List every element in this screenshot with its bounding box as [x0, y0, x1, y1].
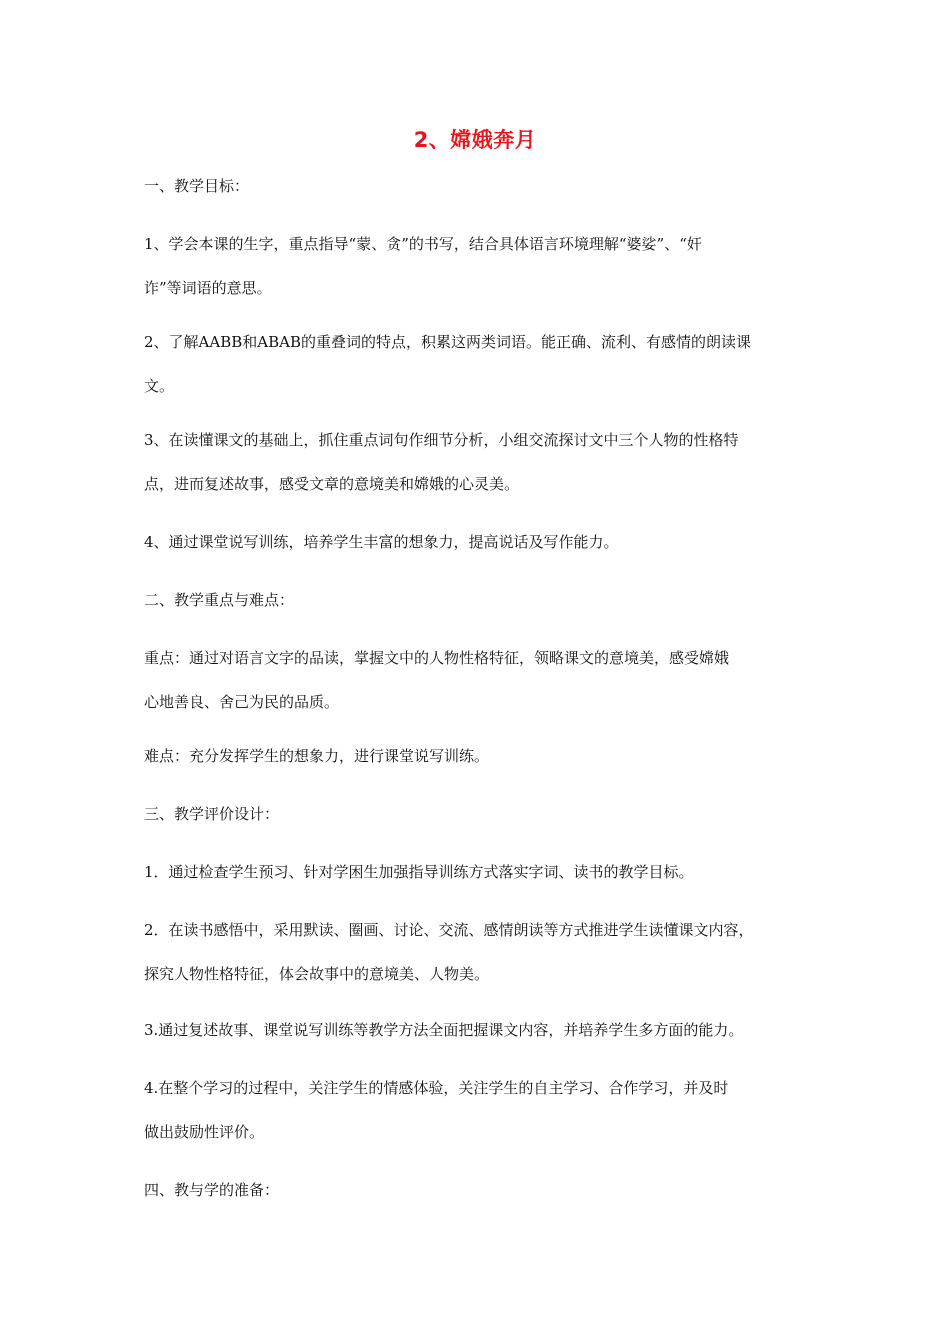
text-line: 1．通过检查学生预习、针对学困生加强指导训练方式落实字词、读书的教学目标。	[144, 863, 694, 881]
text-line: 一、教学目标：	[144, 177, 250, 195]
heading-objectives	[144, 164, 816, 208]
text-line: 四、教与学的准备：	[144, 1181, 280, 1199]
text-line: 1、学会本课的生字，重点指导“蒙、贪”的书写，结合具体语言环境理解“婆娑”、“奸	[144, 235, 702, 253]
document-title: 2、嫦娥奔月	[413, 128, 537, 152]
heading-evaluation	[144, 792, 816, 836]
text-line: 诈”等词语的意思。	[144, 279, 272, 297]
heading-preparation	[144, 1168, 816, 1212]
text-line: 2、了解AABB和ABAB的重叠词的特点，积累这两类词语。能正确、流利、有感情的朗读课	[144, 333, 751, 351]
objective-3	[144, 418, 816, 506]
evaluation-3	[144, 1008, 816, 1052]
text-line: 4、通过课堂说写训练，培养学生丰富的想象力，提高说话及写作能力。	[144, 533, 619, 551]
text-line: 点，进而复述故事，感受文章的意境美和嫦娥的心灵美。	[144, 475, 520, 493]
evaluation-1	[144, 850, 816, 894]
evaluation-4	[144, 1066, 816, 1154]
text-line: 文。	[144, 377, 175, 395]
text-line: 4.在整个学习的过程中，关注学生的情感体验，关注学生的自主学习、合作学习，并及时	[144, 1079, 729, 1097]
heading-key-points	[144, 578, 816, 622]
text-line: 2．在读书感悟中，采用默读、圈画、讨论、交流、感情朗读等方式推进学生读懂课文内容，	[144, 921, 754, 939]
objective-4	[144, 520, 816, 564]
text-line: 3.通过复述故事、课堂说写训练等教学方法全面把握课文内容，并培养学生多方面的能力。	[144, 1021, 744, 1039]
difficult-point	[144, 734, 816, 778]
objective-2	[144, 320, 816, 408]
text-line: 二、教学重点与难点：	[144, 591, 295, 609]
evaluation-2	[144, 908, 816, 996]
text-line: 三、教学评价设计：	[144, 805, 280, 823]
text-line: 难点：充分发挥学生的想象力，进行课堂说写训练。	[144, 747, 490, 765]
text-line: 3、在读懂课文的基础上，抓住重点词句作细节分析，小组交流探讨文中三个人物的性格特	[144, 431, 739, 449]
objective-1	[144, 222, 816, 310]
key-point	[144, 636, 816, 724]
text-line: 探究人物性格特征，体会故事中的意境美、人物美。	[144, 965, 490, 983]
text-line: 心地善良、舍己为民的品质。	[144, 693, 340, 711]
text-line: 重点：通过对语言文字的品读，掌握文中的人物性格特征，领略课文的意境美，感受嫦娥	[144, 649, 730, 667]
text-line: 做出鼓励性评价。	[144, 1123, 265, 1141]
